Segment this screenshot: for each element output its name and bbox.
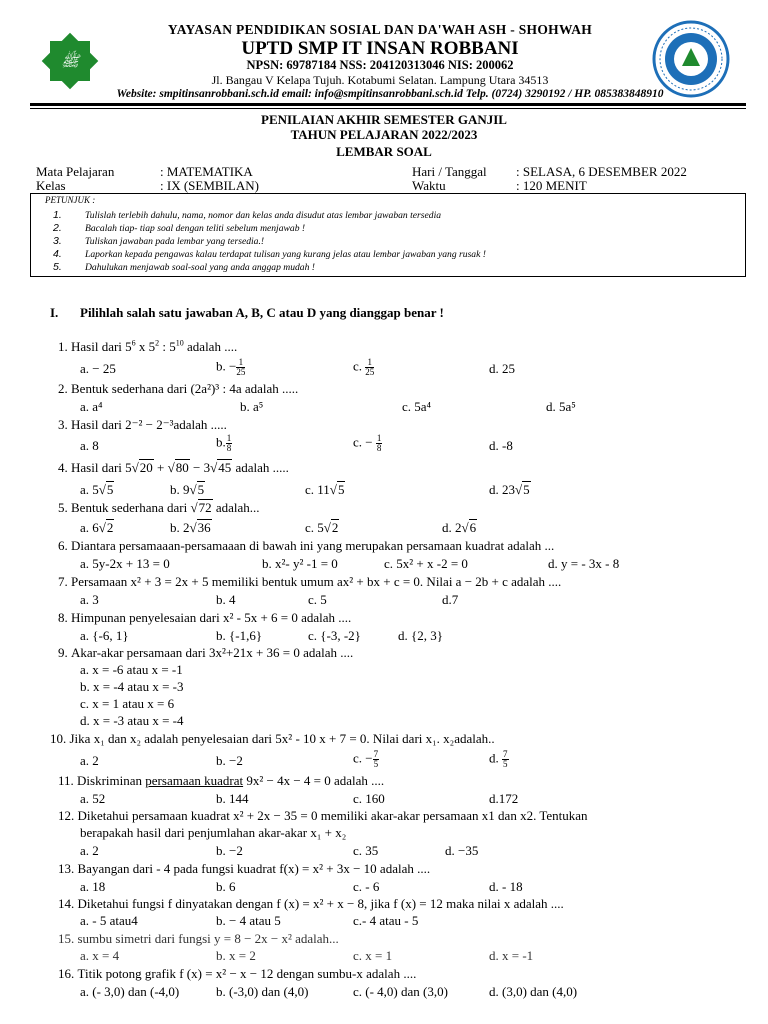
q16-option-b: b. (-3,0) dan (4,0) [216, 984, 309, 999]
q3-option-b: b. $\frac{1}{8}$ [216, 433, 232, 453]
q5-option-d: d. 2√6 [442, 520, 477, 535]
q13-option-a: a. 18 [80, 879, 106, 894]
q3-option-d: d. -8 [489, 438, 513, 453]
q15-option-d: d. x = -1 [489, 948, 534, 963]
q8-option-c: c. {-3, -2} [308, 628, 361, 643]
instructions-box [30, 193, 746, 277]
question-1: 1. Hasil dari $5^6$ x $5^2$ : $5^{10}$ adalah .... [58, 338, 238, 354]
question-8: 8. Himpunan penyelesaian dari x² - 5x + 6 = 0 adalah .... [58, 610, 352, 625]
q6-option-d: d. y = - 3x - 8 [548, 556, 620, 571]
q15-option-b: b. x = 2 [216, 948, 256, 963]
svg-text:ﷺ: ﷺ [60, 52, 80, 70]
q12-option-c: c. 35 [353, 843, 379, 858]
q9-option-d: d. x = -3 atau x = -4 [80, 713, 184, 728]
question-3: 3. Hasil dari 2⁻² − 2⁻³adalah ..... [58, 417, 227, 432]
q3-option-c: c. − $\frac{1}{8}$ [353, 433, 382, 453]
q10-option-a: a. 2 [80, 753, 99, 768]
instruction-item: 3. Tuliskan jawaban pada lembar yang tersedia.! [53, 235, 265, 247]
q11-option-b: b. 144 [216, 791, 249, 806]
q14-option-a: a. - 5 atau4 [80, 913, 138, 928]
q6-option-a: a. 5y-2x + 13 = 0 [80, 556, 170, 571]
foundation-name: YAYASAN PENDIDIKAN SOSIAL DAN DA'WAH ASH - SHOHWAH [167, 22, 593, 37]
q4-option-b: b. 9√5 [170, 482, 205, 497]
q9-option-b: b. x = -4 atau x = -3 [80, 679, 184, 694]
q10-option-d: d. $\frac{7}{5}$ [489, 749, 508, 769]
instruction-item: 4. Laporkan kepada pengawas kalau terdapat tulisan yang kurang jelas atau lembar jawaban yang rusak ! [53, 248, 486, 260]
school-address: Jl. Bangau V Kelapa Tujuh. Kotabumi Selatan. Lampung Utara 34513 [211, 73, 549, 87]
q2-option-d: d. 5a⁵ [546, 399, 576, 414]
q16-option-c: c. (- 4,0) dan (3,0) [353, 984, 448, 999]
q16-option-d: d. (3,0) dan (4,0) [489, 984, 578, 999]
q11-option-d: d.172 [489, 791, 519, 806]
q15-option-a: a. x = 4 [80, 948, 120, 963]
q5-option-b: b. 2√36 [170, 520, 211, 535]
foundation-logo-icon [38, 30, 102, 92]
q11-option-c: c. 160 [353, 791, 385, 806]
q1-option-c: c. $\frac{1}{25}$ [353, 357, 375, 377]
question-2: 2. Bentuk sederhana dari (2a²)³ : 4a adalah ..... [58, 381, 299, 396]
class-label: Kelas [36, 178, 66, 193]
q2-option-b: b. a⁵ [240, 399, 264, 414]
q1-option-d: d. 25 [489, 361, 515, 376]
question-11: 11. Diskriminan persamaan kuadrat 9x² − 4x − 4 = 0 adalah .... [58, 773, 385, 788]
subject-label: Mata Pelajaran [36, 164, 115, 179]
question-13: 13. Bayangan dari - 4 pada fungsi kuadrat f(x) = x² + 3x − 10 adalah .... [58, 861, 431, 876]
question-6: 6. Diantara persamaaan-persamaaan di bawah ini yang merupakan persamaan kuadrat adalah ... [58, 538, 555, 553]
q7-option-b: b. 4 [216, 592, 236, 607]
header-rule-thin [30, 108, 746, 109]
exam-title: PENILAIAN AKHIR SEMESTER GANJIL [261, 112, 507, 127]
question-12-continued: berapakah hasil dari penjumlahan akar-akar x₁ + x₂ [80, 825, 347, 840]
q7-option-c: c. 5 [308, 592, 327, 607]
q10-option-c: c. − $\frac{7}{5}$ [353, 749, 379, 769]
q8-option-d: d. {2, 3} [398, 628, 443, 643]
q14-option-b: b. − 4 atau 5 [216, 913, 281, 928]
q4-option-d: d. 23√5 [489, 482, 530, 497]
class-value: : IX (SEMBILAN) [160, 178, 259, 193]
q1-option-b: b. − $\frac{1}{25}$ [216, 357, 246, 377]
sheet-title: LEMBAR SOAL [336, 144, 432, 159]
q1-option-a: a. − 25 [80, 361, 116, 376]
q12-option-b: b. −2 [216, 843, 243, 858]
instruction-item: 5. Dahulukan menjawab soal-soal yang anda anggap mudah ! [53, 261, 315, 273]
school-name: UPTD SMP IT INSAN ROBBANI [241, 38, 519, 59]
q2-option-a: a. a⁴ [80, 399, 103, 414]
q13-option-b: b. 6 [216, 879, 236, 894]
q3-option-a: a. 8 [80, 438, 99, 453]
q9-option-c: c. x = 1 atau x = 6 [80, 696, 175, 711]
instruction-item: 2. Bacalah tiap- tiap soal dengan teliti sebelum menjawab ! [53, 222, 306, 234]
question-15: 15. sumbu simetri dari fungsi y = 8 − 2x − x² adalah... [58, 931, 339, 946]
school-contact: Website: smpitinsanrobbani.sch.id email: info@smpitinsanrobbani.sch.id Telp. (0724) 3290192 / HP. 085383848910 [116, 88, 664, 100]
date-label: Hari / Tanggal [412, 164, 487, 179]
q7-option-d: d.7 [442, 592, 459, 607]
instructions-title: PETUNJUK : [45, 195, 96, 205]
q8-option-b: b. {-1,6} [216, 628, 263, 643]
q9-option-a: a. x = -6 atau x = -1 [80, 662, 183, 677]
q6-option-b: b. x²- y² -1 = 0 [262, 556, 338, 571]
instruction-item: 1. Tulislah terlebih dahulu, nama, nomor dan kelas anda disudut atas lembar jawaban tersedia [53, 209, 442, 221]
q4-option-c: c. 11√5 [305, 482, 345, 497]
q2-option-c: c. 5a⁴ [402, 399, 432, 414]
q13-option-c: c. - 6 [353, 879, 380, 894]
subject-value: : MATEMATIKA [160, 164, 253, 179]
q14-option-c: c.- 4 atau - 5 [353, 913, 419, 928]
school-seal-icon [652, 20, 730, 98]
q16-option-a: a. (- 3,0) dan (-4,0) [80, 984, 180, 999]
q4-option-a: a. 5√5 [80, 482, 114, 497]
question-7: 7. Persamaan x² + 3 = 2x + 5 memiliki bentuk umum ax² + bx + c = 0. Nilai a − 2b + c adalah .... [58, 574, 562, 589]
time-value: : 120 MENIT [516, 178, 587, 193]
date-value: : SELASA, 6 DESEMBER 2022 [516, 164, 687, 179]
q5-option-a: a. 6√2 [80, 520, 114, 535]
question-4: 4. Hasil dari 5√20 + √80 − 3√45 adalah ..... [58, 460, 289, 475]
section-heading: I. Pilihlah salah satu jawaban A, B, C atau D yang dianggap benar ! [50, 305, 444, 320]
q12-option-a: a. 2 [80, 843, 99, 858]
question-12: 12. Diketahui persamaan kuadrat x² + 2x − 35 = 0 memiliki akar-akar persamaan x1 dan x2. Tentukan [58, 808, 588, 823]
q15-option-c: c. x = 1 [353, 948, 393, 963]
question-14: 14. Diketahui fungsi f dinyatakan dengan f (x) = x² + x − 8, jika f (x) = 12 maka nilai x adalah .... [58, 896, 564, 911]
question-16: 16. Titik potong grafik f (x) = x² − x − 12 dengan sumbu-x adalah .... [58, 966, 417, 981]
time-label: Waktu [412, 178, 446, 193]
q6-option-c: c. 5x² + x -2 = 0 [384, 556, 468, 571]
q11-option-a: a. 52 [80, 791, 106, 806]
question-5: 5. Bentuk sederhana dari √72 adalah... [58, 500, 260, 515]
q12-option-d: d. −35 [445, 843, 479, 858]
school-ids: NPSN: 69787184 NSS: 204120313046 NIS: 200062 [246, 58, 514, 72]
q7-option-a: a. 3 [80, 592, 99, 607]
academic-year: TAHUN PELAJARAN 2022/2023 [290, 127, 478, 142]
q10-option-b: b. −2 [216, 753, 243, 768]
header-rule-thick [30, 103, 746, 106]
question-10: 10. Jika x₁ dan x₂ adalah penyelesaian dari 5x² - 10 x + 7 = 0. Nilai dari x₁. x₂adalah.. [50, 731, 495, 746]
q8-option-a: a. {-6, 1} [80, 628, 129, 643]
q13-option-d: d. - 18 [489, 879, 523, 894]
q5-option-c: c. 5√2 [305, 520, 339, 535]
question-9: 9. Akar-akar persamaan dari 3x²+21x + 36 = 0 adalah .... [58, 645, 354, 660]
